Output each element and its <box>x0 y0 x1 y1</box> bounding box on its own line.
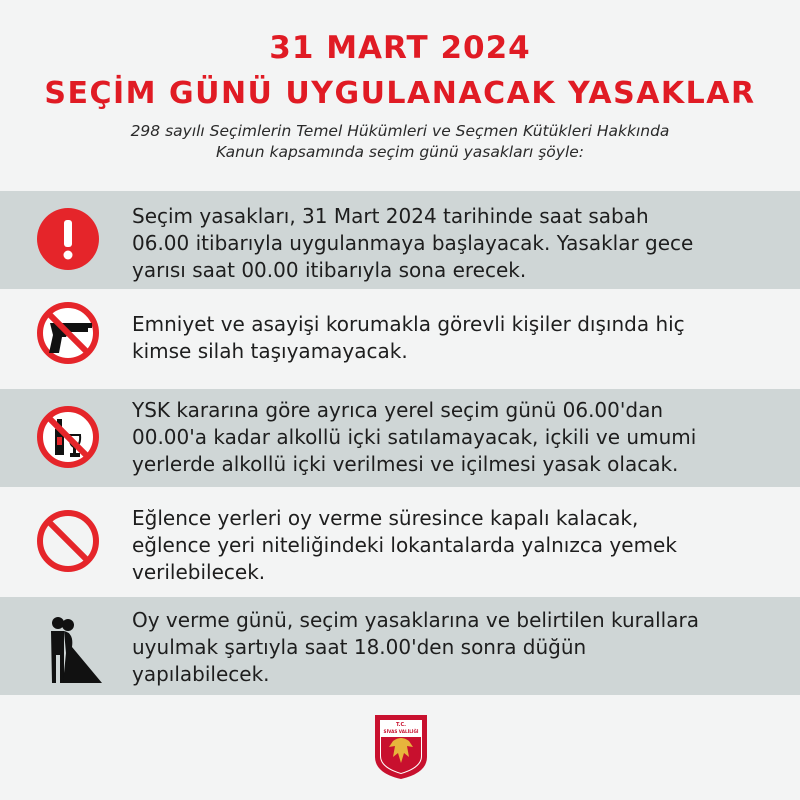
item-text <box>132 311 772 365</box>
list-item <box>0 289 800 389</box>
main-subtitle-heading: SEÇİM GÜNÜ UYGULANACAK YASAKLAR <box>44 76 756 111</box>
list-item <box>0 389 800 487</box>
main-title: 31 MART 2024 <box>269 30 531 66</box>
item-line: eğlence yeri niteliğindeki lokantalarda yalnızca yemek <box>132 533 677 557</box>
list-item <box>0 597 800 695</box>
item-line: Seçim yasakları, 31 Mart 2024 tarihinde saat sabah <box>132 204 649 228</box>
item-line: yerlerde alkollü içki verilmesi ve içilmesi yasak olacak. <box>132 452 679 476</box>
item-line: Emniyet ve asayişi korumakla görevli kişiler dışında hiç <box>132 312 685 336</box>
exclamation-icon <box>36 207 100 271</box>
item-line: Oy verme günü, seçim yasaklarına ve belirtilen kurallara <box>132 608 699 632</box>
item-line: uyulmak şartıyla saat 18.00'den sonra düğün <box>132 635 587 659</box>
item-line: yarısı saat 00.00 itibarıyla sona erecek. <box>132 258 527 282</box>
no-alcohol-icon <box>36 405 100 469</box>
intro-text <box>0 121 800 163</box>
svg-text:SİVAS VALİLİĞİ: SİVAS VALİLİĞİ <box>383 729 419 734</box>
intro-line-1: 298 sayılı Seçimlerin Temel Hükümleri ve Seçmen Kütükleri Hakkında <box>130 122 670 140</box>
item-line: 06.00 itibarıyla uygulanmaya başlayacak. Yasaklar gece <box>132 231 694 255</box>
svg-text:T.C.: T.C. <box>395 722 407 728</box>
item-line: YSK kararına göre ayrıca yerel seçim günü 06.00'dan <box>132 398 663 422</box>
sivas-valiligi-logo <box>373 713 429 781</box>
item-line: verilebilecek. <box>132 560 266 584</box>
list-item <box>0 191 800 289</box>
item-text <box>132 505 772 586</box>
item-line: yapılabilecek. <box>132 662 270 686</box>
no-gun-icon <box>36 301 100 365</box>
intro-line-2: Kanun kapsamında seçim günü yasakları şöyle: <box>215 143 585 161</box>
item-text <box>132 397 772 478</box>
item-line: Eğlence yerleri oy verme süresince kapalı kalacak, <box>132 506 639 530</box>
item-line: kimse silah taşıyamayacak. <box>132 339 408 363</box>
item-line: 00.00'a kadar alkollü içki satılamayacak, içkili ve umumi <box>132 425 697 449</box>
item-text <box>132 203 772 284</box>
item-text <box>132 607 772 688</box>
list-item <box>0 487 800 597</box>
sivas-valiligi-emblem-icon <box>373 713 429 781</box>
prohibited-icon <box>36 509 100 573</box>
wedding-couple-icon <box>46 613 106 689</box>
